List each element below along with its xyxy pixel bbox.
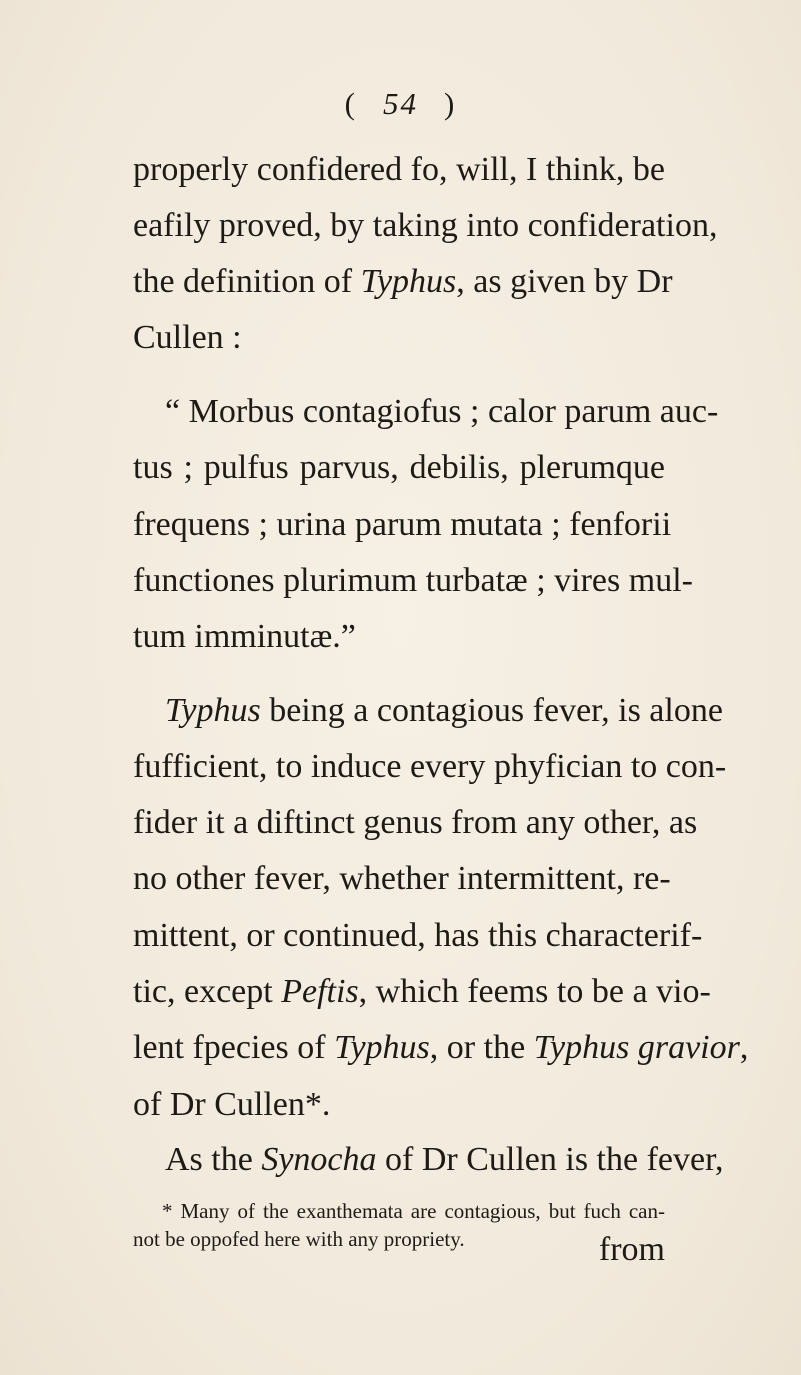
page-number (0, 86, 801, 122)
body-line (165, 1140, 724, 1180)
italic-text-run: Peftis (281, 973, 359, 1010)
body-line (133, 206, 718, 246)
body-line (133, 318, 665, 358)
text-run: “ Morbus contagiofus ; calor parum auc- (165, 393, 719, 430)
footnote-line: not be oppofed here with any propriety. (133, 1227, 465, 1251)
body-line (165, 392, 719, 432)
text-run: mittent, or continued, has this characterif- (133, 917, 703, 954)
text-run: , as given by Dr (456, 263, 673, 300)
italic-text-run: Typhus (165, 692, 261, 729)
text-run: fider it a diftinct genus from any other, as (133, 804, 698, 841)
text-run: , (739, 1029, 749, 1066)
text-run: tic, except (133, 973, 282, 1010)
text-run: being a contagious fever, is alone (260, 692, 723, 729)
text-run: tus ; pulfus parvus, debilis, plerumque (133, 449, 665, 486)
body-line (133, 150, 665, 190)
body-line (165, 691, 723, 731)
page-number-close-paren: ) (444, 86, 457, 121)
text-run: , which feems to be a vio- (358, 973, 711, 1010)
body-line (133, 505, 672, 545)
text-run: fufficient, to induce every phyfician to con- (133, 748, 727, 785)
body-line (133, 1028, 749, 1068)
text-run: the definition of (133, 263, 361, 300)
text-run: functiones plurimum turbatæ ; vires mul- (133, 562, 693, 599)
body-line (133, 916, 703, 956)
italic-text-run: Typhus (334, 1029, 430, 1066)
footnote-line: * Many of the exanthemata are contagious, but fuch can- (162, 1199, 665, 1223)
italic-text-run: Typhus gravior (533, 1029, 740, 1066)
body-line (133, 448, 665, 488)
body-line (133, 262, 673, 302)
body-line (133, 972, 711, 1012)
text-run: As the (165, 1141, 262, 1178)
catchword: from (598, 1231, 665, 1268)
text-run: Cullen : (133, 319, 242, 356)
text-run: , or the (429, 1029, 534, 1066)
body-line (133, 747, 727, 787)
text-run: frequens ; urina parum mutata ; fenforii (133, 506, 672, 543)
italic-text-run: Typhus (360, 263, 457, 300)
body-line (133, 859, 671, 899)
text-run: of Dr Cullen is the fever, (376, 1141, 724, 1178)
text-run: lent fpecies of (133, 1029, 335, 1066)
page-number-value: 54 (383, 86, 418, 121)
text-run: properly confidered fo, will, I think, be (133, 151, 665, 188)
text-run: tum imminutæ.” (133, 618, 356, 655)
text-run: no other fever, whether intermittent, re- (133, 860, 671, 897)
body-line (133, 617, 665, 657)
body-line (133, 1085, 665, 1125)
body-line (133, 803, 698, 843)
text-run: eafily proved, by taking into confideration, (133, 207, 718, 244)
text-run: of Dr Cullen*. (133, 1086, 331, 1123)
italic-text-run: Synocha (261, 1141, 377, 1178)
body-line (133, 561, 693, 601)
page-number-open-paren: ( (344, 86, 357, 121)
